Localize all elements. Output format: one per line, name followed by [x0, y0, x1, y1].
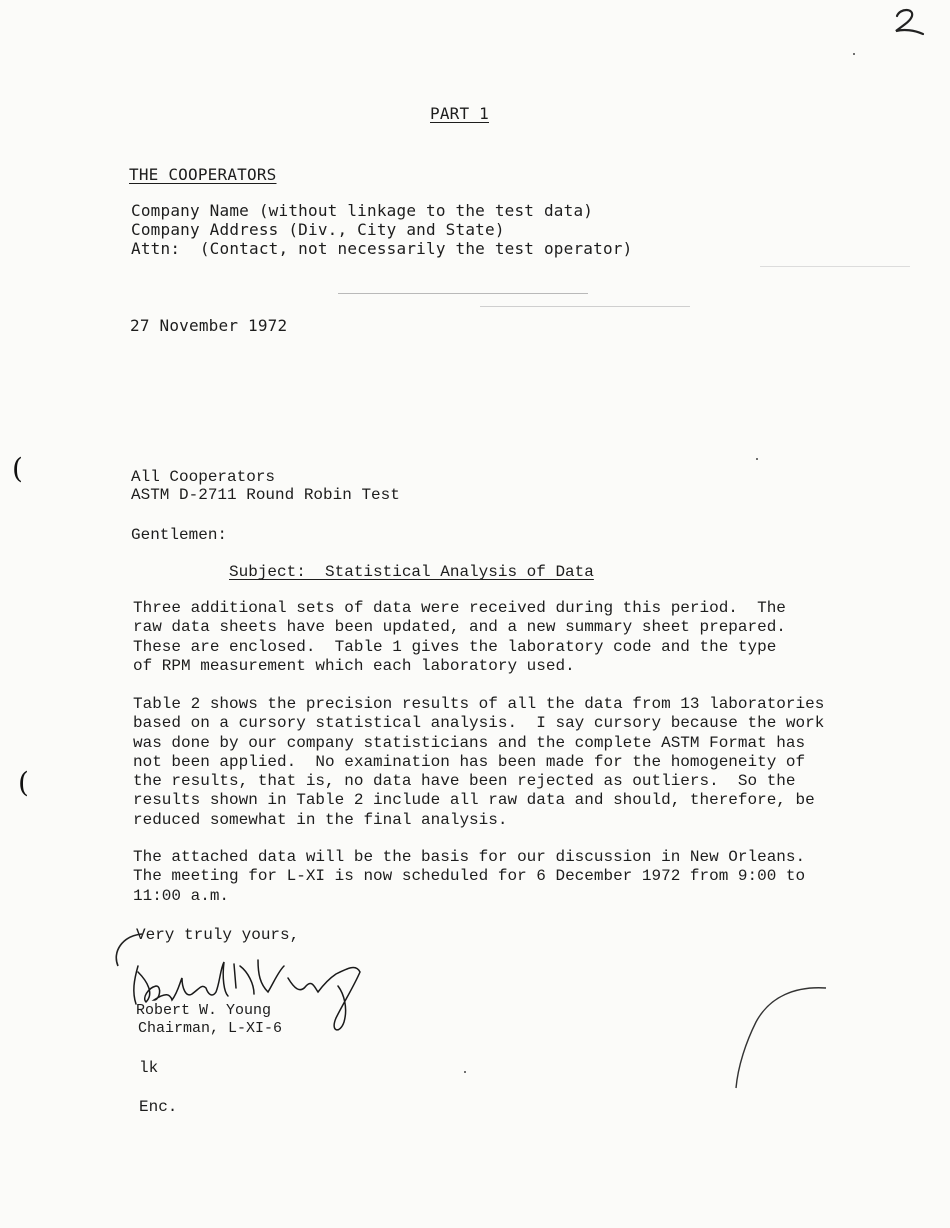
paragraph-line: Three additional sets of data were received during this period. The	[133, 599, 786, 617]
addressee-line: ASTM D-2711 Round Robin Test	[131, 486, 400, 504]
cooperators-line: Company Name (without linkage to the test data)	[131, 201, 594, 220]
binder-hole-mark: (	[12, 452, 23, 485]
cooperators-line: Attn: (Contact, not necessarily the test operator)	[131, 239, 633, 258]
paragraph-line: The attached data will be the basis for our discussion in New Orleans.	[133, 848, 806, 866]
paragraph-line: raw data sheets have been updated, and a new summary sheet prepared.	[133, 618, 786, 637]
paragraph-line: These are enclosed. Table 1 gives the laboratory code and the type	[133, 637, 777, 656]
cooperators-heading: THE COOPERATORS	[129, 165, 277, 184]
body-paragraph	[133, 848, 853, 906]
closing: Very truly yours,	[136, 926, 300, 944]
stray-pen-mark	[726, 982, 836, 1094]
paragraph-line: Table 2 shows the precision results of all the data from 13 laboratories	[133, 695, 825, 713]
paragraph-line: not been applied. No examination has been made for the homogeneity of	[133, 752, 806, 771]
cooperators-line: Company Address (Div., City and State)	[131, 220, 505, 239]
subject-line: Subject: Statistical Analysis of Data	[229, 563, 594, 581]
part-heading: PART 1	[430, 104, 489, 123]
scan-artifact-line	[760, 266, 910, 267]
paragraph-line: the results, that is, no data have been rejected as outliers. So the	[133, 772, 796, 791]
paragraph-line: based on a cursory statistical analysis. I say cursory because the work	[133, 714, 825, 733]
salutation: Gentlemen:	[131, 526, 228, 544]
handwritten-page-number	[890, 4, 930, 40]
binder-hole-mark: (	[18, 766, 29, 799]
paragraph-line: The meeting for L-XI is now scheduled for 6 December 1972 from 9:00 to	[133, 867, 806, 886]
signer-name: Robert W. Young	[136, 1002, 272, 1019]
paragraph-line: results shown in Table 2 include all raw data and should, therefore, be	[133, 791, 815, 810]
letter-date: 27 November 1972	[130, 316, 288, 335]
addressee-line: All Cooperators	[131, 468, 276, 486]
scan-artifact-line	[338, 293, 588, 294]
paragraph-line: reduced somewhat in the final analysis.	[133, 810, 508, 829]
scan-artifact-line	[480, 306, 690, 307]
scan-speck	[853, 53, 855, 55]
enclosure-note: Enc.	[139, 1098, 178, 1116]
scan-speck	[464, 1071, 466, 1073]
signer-title: Chairman, L-XI-6	[138, 1020, 283, 1037]
typist-initials: lk	[139, 1059, 159, 1077]
paragraph-line: was done by our company statisticians and the complete ASTM Format has	[133, 733, 806, 752]
paragraph-line: of RPM measurement which each laboratory used.	[133, 656, 575, 675]
body-paragraph	[133, 599, 853, 676]
scan-speck	[756, 458, 758, 460]
body-paragraph	[133, 695, 853, 830]
paragraph-line: 11:00 a.m.	[133, 886, 230, 905]
